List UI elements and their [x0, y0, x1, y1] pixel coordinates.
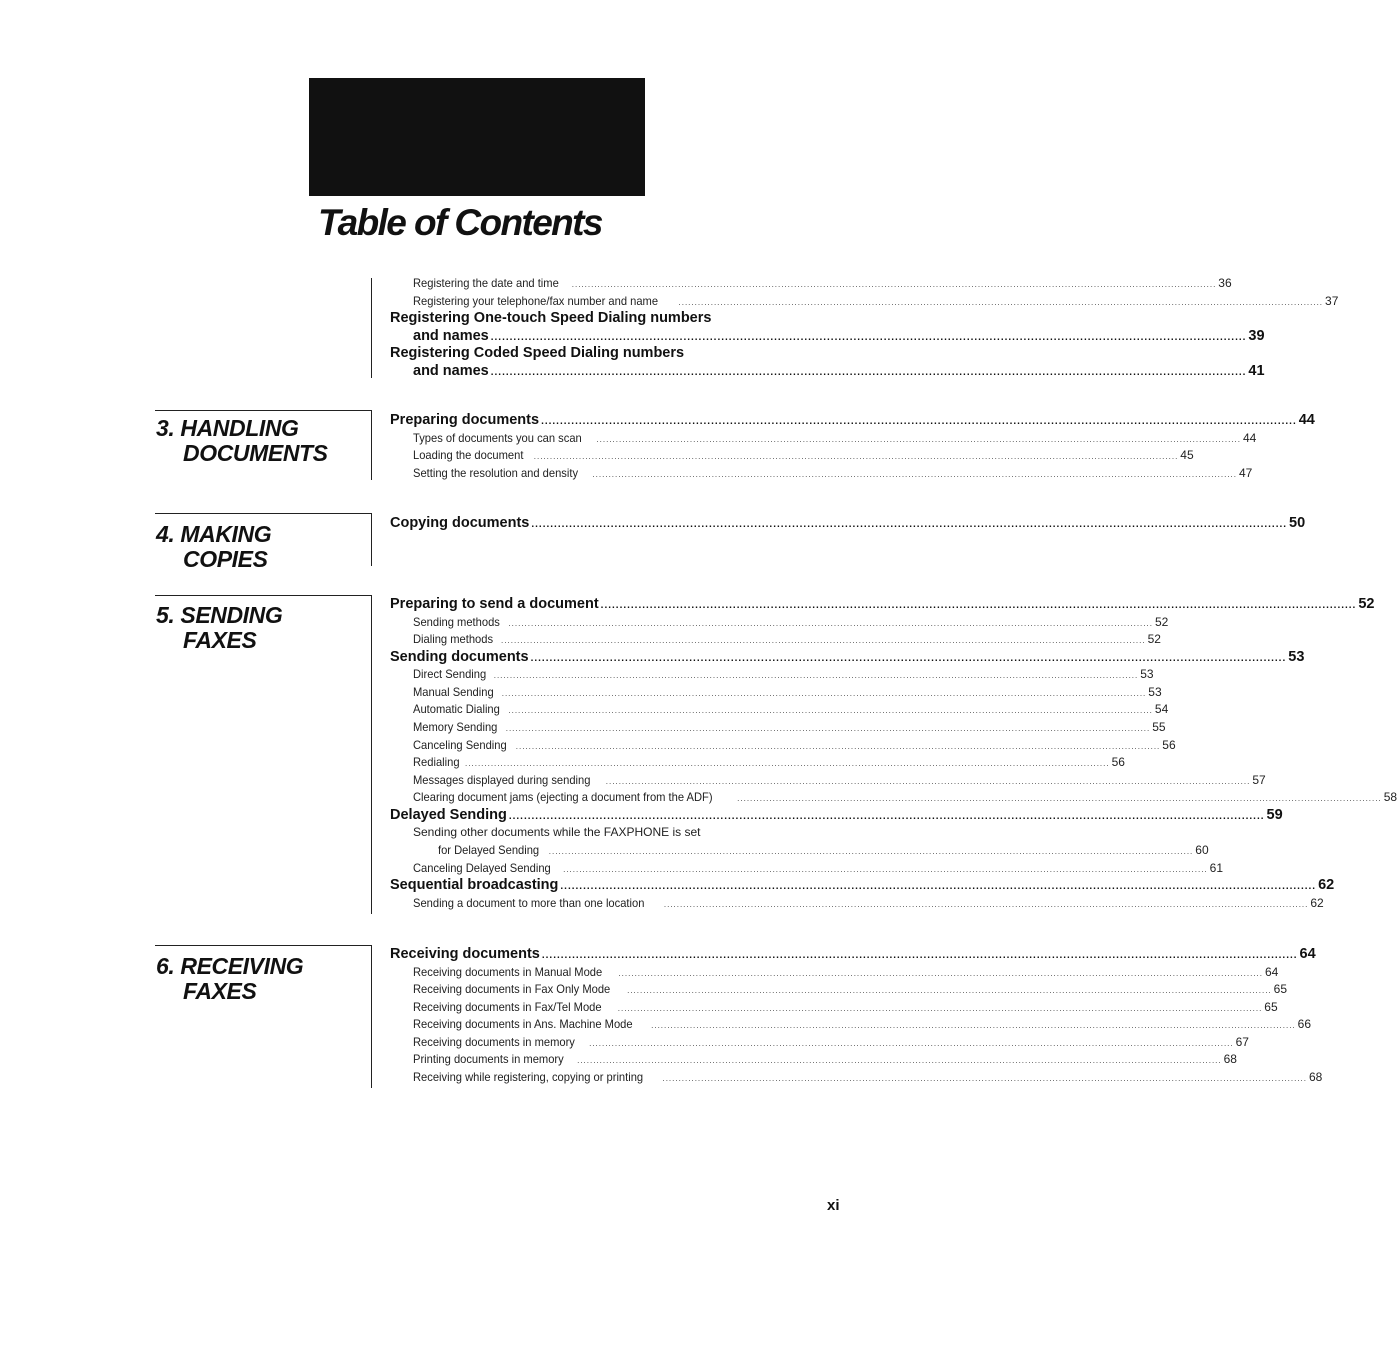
toc-entry-sub — [390, 684, 1162, 702]
toc-entry-title: Receiving while registering, copying or printing — [413, 1070, 644, 1085]
chapter-rule — [155, 410, 372, 411]
dot-leader: ........................................................................................................................................................................................................ — [490, 366, 1247, 378]
dot-leader: ........................................................................................................................................................................................................ — [508, 706, 1153, 716]
toc-page-number: 62 — [1310, 895, 1324, 910]
dot-leader: ........................................................................................................................................................................................................ — [663, 899, 1309, 909]
toc-entry-title: Canceling Delayed Sending — [413, 860, 551, 875]
section-divider-line — [371, 513, 372, 566]
toc-page-number: 47 — [1238, 465, 1253, 480]
dot-leader: ........................................................................................................................................................................................................ — [592, 469, 1237, 479]
chapter-title-line1: 5. SENDING — [156, 602, 283, 628]
chapter-title-line1: 3. HANDLING — [156, 415, 299, 441]
toc-page-number: 41 — [1248, 362, 1265, 379]
toc-entry-title: Sequential broadcasting — [390, 877, 559, 894]
toc-entry-title: Printing documents in memory — [413, 1052, 564, 1067]
chapter-heading-handling-documents — [156, 416, 328, 466]
toc-entry-main — [390, 362, 1265, 381]
toc-entry-title: Messages displayed during sending — [413, 772, 591, 787]
dot-leader: ........................................................................................................................................................................................................ — [596, 434, 1241, 444]
toc-entry-title: Sending a document to more than one location — [413, 895, 645, 910]
dot-leader: ........................................................................................................................................................................................................ — [508, 618, 1153, 628]
toc-page-number: 52 — [1147, 632, 1161, 647]
toc-entry-title: Memory Sending — [413, 719, 498, 734]
toc-entry-sub — [390, 737, 1176, 755]
dot-leader: ........................................................................................................................................................................................................ — [541, 950, 1298, 961]
toc-entry-sub — [390, 981, 1287, 999]
toc-entry-sub — [390, 275, 1232, 293]
chapter-heading-sending-faxes — [156, 603, 282, 653]
section-divider-line — [371, 945, 372, 1088]
toc-entry-sub — [390, 895, 1324, 913]
toc-block-chapter-6 — [390, 946, 1323, 1087]
toc-entry-title: Registering your telephone/fax number and name — [413, 293, 659, 308]
chapter-rule — [155, 945, 372, 946]
toc-entry-title: Manual Sending — [413, 684, 494, 699]
dot-leader: ........................................................................................................................................................................................................ — [465, 759, 1110, 769]
toc-entry-title: and names — [413, 327, 489, 344]
toc-entry-sub — [390, 293, 1339, 311]
toc-page-number: 68 — [1309, 1070, 1323, 1085]
toc-page-number: 62 — [1318, 877, 1335, 894]
chapter-heading-receiving-faxes — [156, 954, 303, 1004]
dot-leader: ........................................................................................................................................................................................................ — [651, 1021, 1296, 1031]
toc-page-number: 65 — [1264, 999, 1278, 1014]
dot-leader: ........................................................................................................................................................................................................ — [589, 1038, 1234, 1048]
toc-entry-title: Clearing document jams (ejecting a document from the ADF) — [413, 790, 713, 805]
section-divider-line — [371, 278, 372, 378]
toc-entry-sub: Sending other documents while the FAXPHONE is set — [413, 825, 701, 840]
chapter-title-line1: 4. MAKING — [156, 521, 272, 547]
toc-page-number: 44 — [1242, 430, 1257, 445]
toc-entry-sub — [390, 631, 1161, 649]
toc-entry-title: for Delayed Sending — [438, 843, 540, 858]
dot-leader: ........................................................................................................................................................................................................ — [505, 723, 1151, 733]
toc-entry-sub — [390, 1016, 1312, 1034]
toc-entry-title: Loading the document — [413, 448, 524, 463]
toc-page-number: 39 — [1248, 327, 1265, 344]
toc-entry-sub — [390, 1034, 1249, 1052]
toc-page-number: 45 — [1180, 448, 1194, 463]
chapter-heading-making-copies — [156, 522, 271, 572]
chapter-title-line2: FAXES — [183, 978, 257, 1004]
toc-entry-sub — [390, 999, 1278, 1017]
toc-entry-title: Setting the resolution and density — [413, 465, 579, 480]
toc-entry-sub — [390, 964, 1279, 982]
toc-entry-title: and names — [413, 362, 489, 379]
toc-entry-sub — [390, 772, 1266, 790]
dot-leader: ........................................................................................................................................................................................................ — [533, 452, 1179, 462]
toc-entry-main — [390, 806, 1283, 825]
toc-page-number: 55 — [1152, 719, 1166, 734]
toc-entry-main: Registering One-touch Speed Dialing numbers — [390, 310, 712, 327]
toc-entry-sub — [390, 701, 1169, 719]
page-number: xi — [827, 1197, 840, 1214]
toc-entry-sub — [390, 666, 1154, 684]
dot-leader: ........................................................................................................................................................................................................ — [737, 794, 1382, 804]
toc-page-number: 66 — [1297, 1017, 1312, 1032]
toc-entry-title: Preparing to send a document — [390, 596, 599, 612]
toc-entry-title: Types of documents you can scan — [413, 430, 582, 445]
toc-page-number: 53 — [1140, 667, 1154, 682]
toc-entry-main — [390, 648, 1305, 667]
dot-leader: ........................................................................................................................................................................................................ — [508, 810, 1265, 822]
toc-entry-title: Registering the date and time — [413, 276, 559, 290]
dot-leader: ........................................................................................................................................................................................................ — [548, 847, 1194, 857]
dot-leader: ........................................................................................................................................................................................................ — [530, 652, 1287, 664]
toc-entry-main — [390, 327, 1265, 346]
dot-leader: ........................................................................................................................................................................................................ — [605, 776, 1251, 786]
toc-entry-title: Canceling Sending — [413, 737, 507, 752]
dot-leader: ........................................................................................................................................................................................................ — [560, 881, 1317, 893]
header-black-box — [309, 78, 645, 196]
toc-block-chapter-4 — [390, 515, 1306, 533]
toc-page-number: 65 — [1273, 982, 1287, 997]
toc-entry-sub — [390, 447, 1194, 465]
dot-leader: ........................................................................................................................................................................................................ — [501, 636, 1146, 646]
dot-leader: ........................................................................................................................................................................................................ — [678, 297, 1324, 307]
dot-leader: ........................................................................................................................................................................................................ — [501, 688, 1147, 698]
toc-entry-title: Sending documents — [390, 648, 529, 665]
toc-entry-title: Direct Sending — [413, 667, 487, 682]
toc-entry-sub — [390, 430, 1257, 448]
toc-page-number: 53 — [1288, 648, 1305, 665]
toc-page-number: 57 — [1252, 772, 1266, 787]
toc-page-number: 50 — [1289, 515, 1306, 531]
toc-page-number: 56 — [1111, 755, 1125, 770]
toc-entry-title: Receiving documents in Fax Only Mode — [413, 982, 611, 997]
toc-entry-title: Sending methods — [413, 614, 500, 629]
toc-entry-sub — [390, 719, 1166, 737]
toc-entry-title: Preparing documents — [390, 412, 540, 428]
toc-page-number: 61 — [1209, 860, 1223, 875]
toc-page-number: 68 — [1223, 1052, 1237, 1067]
toc-page-number: 60 — [1195, 843, 1209, 858]
chapter-title-line2: FAXES — [183, 627, 257, 653]
toc-entry-sub — [390, 860, 1223, 878]
toc-entry-main — [390, 515, 1306, 533]
toc-entry-title: Receiving documents in Ans. Machine Mode — [413, 1017, 633, 1032]
dot-leader: ........................................................................................................................................................................................................ — [600, 600, 1357, 611]
dot-leader: ........................................................................................................................................................................................................ — [618, 968, 1263, 978]
page-title: Table of Contents — [318, 202, 602, 243]
toc-entry-main — [390, 877, 1335, 895]
toc-page-number: 56 — [1162, 737, 1176, 752]
dot-leader: ........................................................................................................................................................................................................ — [515, 741, 1161, 751]
toc-entry-title: Receiving documents — [390, 946, 540, 962]
toc-entry-title: Redialing — [413, 755, 460, 770]
dot-leader: ........................................................................................................................................................................................................ — [531, 519, 1288, 530]
toc-entry-sub — [390, 1069, 1323, 1087]
toc-entry-title: Automatic Dialing — [413, 702, 500, 717]
toc-entry-title: Receiving documents in Fax/Tel Mode — [413, 999, 602, 1014]
toc-block-chapter-3 — [390, 412, 1315, 482]
chapter-title-line1: 6. RECEIVING — [156, 953, 304, 979]
toc-entry-sub — [390, 842, 1209, 860]
toc-page-number: 36 — [1218, 276, 1232, 290]
toc-page-number: 58 — [1383, 790, 1397, 805]
toc-entry-main — [390, 596, 1375, 614]
toc-page-number: 44 — [1298, 412, 1315, 428]
dot-leader: ........................................................................................................................................................................................................ — [617, 1003, 1263, 1013]
toc-page-number: 37 — [1325, 293, 1339, 308]
toc-page-number: 59 — [1266, 806, 1283, 823]
toc-page-number: 52 — [1358, 596, 1375, 612]
toc-entry-title: Receiving documents in memory — [413, 1034, 575, 1049]
toc-page-number: 54 — [1154, 702, 1169, 717]
dot-leader: ........................................................................................................................................................................................................ — [662, 1074, 1307, 1084]
dot-leader: ........................................................................................................................................................................................................ — [493, 671, 1139, 681]
toc-entry-main — [390, 412, 1315, 430]
toc-entry-sub — [390, 614, 1169, 632]
toc-page-number: 64 — [1264, 964, 1279, 979]
toc-page-number: 52 — [1154, 614, 1169, 629]
toc-block-continued — [390, 275, 1339, 380]
chapter-title-line2: COPIES — [183, 546, 268, 572]
dot-leader: ........................................................................................................................................................................................................ — [541, 416, 1297, 427]
dot-leader: ........................................................................................................................................................................................................ — [563, 864, 1208, 874]
toc-entry-title: Dialing methods — [413, 632, 494, 647]
toc-page-number: 64 — [1299, 946, 1316, 962]
chapter-rule — [155, 595, 372, 596]
toc-entry-title: Receiving documents in Manual Mode — [413, 964, 603, 979]
toc-entry-sub — [390, 789, 1397, 807]
section-divider-line — [371, 595, 372, 914]
chapter-title-line2: DOCUMENTS — [183, 440, 328, 466]
dot-leader: ........................................................................................................................................................................................................ — [627, 986, 1272, 996]
toc-entry-sub — [390, 1051, 1237, 1069]
dot-leader: ........................................................................................................................................................................................................ — [571, 280, 1217, 289]
toc-entry-sub — [390, 465, 1253, 483]
toc-entry-title: Copying documents — [390, 515, 530, 531]
toc-entry-main: Registering Coded Speed Dialing numbers — [390, 345, 685, 362]
dot-leader: ........................................................................................................................................................................................................ — [490, 331, 1247, 343]
toc-block-chapter-5 — [390, 596, 1397, 912]
toc-entry-title: Delayed Sending — [390, 806, 507, 823]
toc-page-number: 67 — [1235, 1034, 1249, 1049]
toc-entry-main — [390, 946, 1316, 964]
chapter-rule — [155, 513, 372, 514]
section-divider-line — [371, 410, 372, 480]
toc-entry-sub — [390, 754, 1125, 772]
dot-leader: ........................................................................................................................................................................................................ — [577, 1056, 1222, 1066]
toc-page-number: 53 — [1148, 684, 1162, 699]
